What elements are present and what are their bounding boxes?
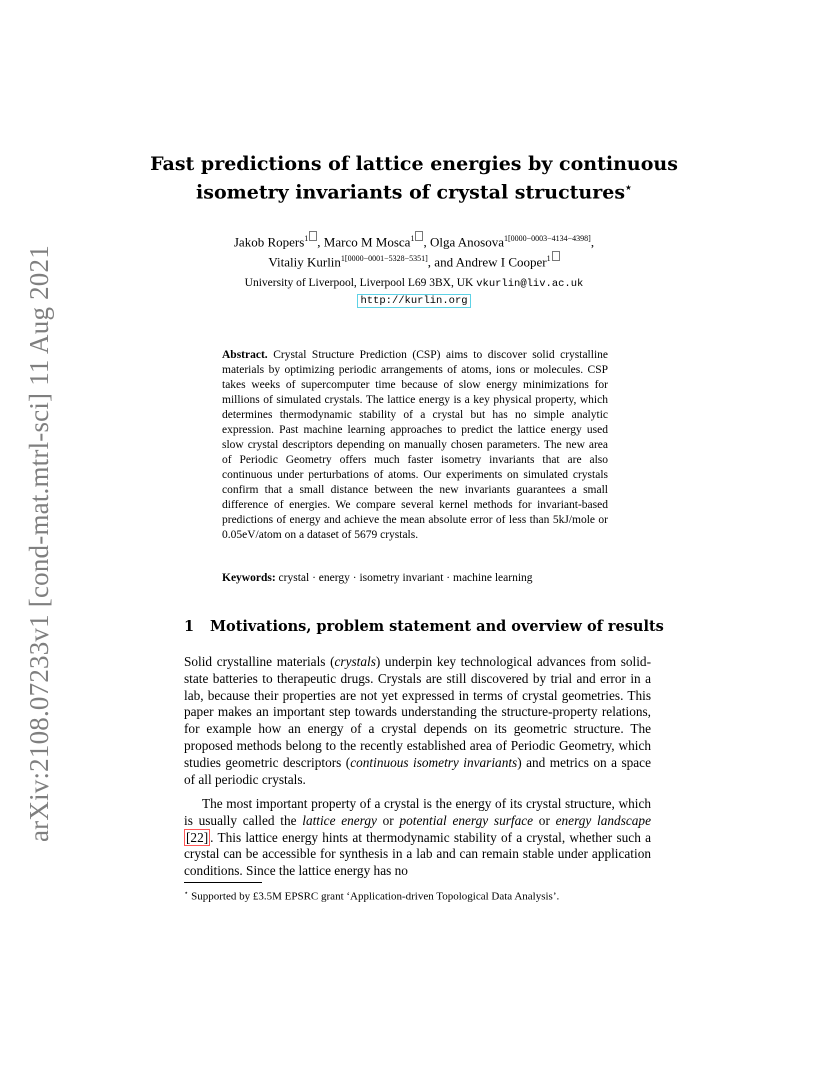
affiliation-index: 1 (304, 234, 309, 243)
author-anosova: Olga Anosova (429, 234, 504, 250)
abstract-text: Crystal Structure Prediction (CSP) aims to discover solid crystalline materials by optimizing periodic arrangements of atoms, ions or molecules. CSP takes weeks of supercomputer time because of slow energy minimizations for millions of simulated crystals. The lattice energy is a key physical property, which determines thermodynamic stability of a crystal but has no simple analytic expression. Past machine learning approaches to predict the lattice energy used slow crystal descriptors depending on manually chosen parameters. The new area of Periodic Geometry offers much faster isometry invariants that are also continuous under perturbations of atoms. Our experiments on simulated crystals confirm that a small distance between the new invariants guarantees a small difference of energies. We compare several kernel methods for invariant-based predictions of energy and achieve the mean absolute error of less than 5kJ/mole or 0.05eV/atom on a dataset of 5679 crystals. (222, 349, 608, 541)
affiliation-index: 1 (546, 254, 551, 264)
author-kurlin: Vitaliy Kurlin (268, 254, 341, 270)
affiliation (150, 275, 678, 309)
author-list (150, 230, 678, 271)
paper-title (150, 152, 678, 204)
text-run: . This lattice energy hints at thermodynamic stability of a crystal, whether such a crystal can be accessible for synthesis in a lab and can remain stable under application conditions. Since the lattice energy has no (184, 829, 651, 879)
email-link[interactable]: vkurlin@liv.ac.uk (476, 278, 584, 290)
orcid-kurlin: [0000−0001−5328−5351] (344, 254, 428, 264)
text-run: or (533, 812, 556, 828)
title-line-2: isometry invariants of crystal structures (196, 181, 626, 204)
italic-term: lattice energy (302, 812, 377, 828)
affiliation-index: 1 (503, 234, 508, 243)
italic-term: potential energy surface (399, 812, 534, 828)
keywords-text: crystal · energy · isometry invariant · machine learning (275, 572, 533, 584)
body-paragraph-1 (184, 654, 651, 788)
section-heading (184, 617, 664, 637)
citation-link[interactable]: [22] (186, 829, 209, 845)
abstract (222, 348, 608, 543)
italic-term: energy landscape (555, 812, 651, 828)
affiliation-index: 1 (410, 234, 415, 243)
footnote (184, 886, 664, 904)
text-run: ) underpin key technological advances from solid-state batteries to therapeutic drugs. Crystals are still discovered by trial and error in a lab, because their properties are not yet expressed in terms of crystal geometries. This paper makes an important step towards understanding the structure-property relations, for example how an energy of a crystal depends on its geometric structure. The proposed methods belong to the recently established area of Periodic Geometry, which studies geometric descriptors ( (184, 654, 651, 770)
section-number: 1 (184, 618, 195, 635)
author-separator: , (317, 234, 324, 250)
italic-term: continuous isometry invariants (350, 754, 518, 770)
keywords (222, 571, 608, 586)
arxiv-identifier: arXiv:2108.07233v1 [cond-mat.mtrl-sci] 11 Aug 2021 (24, 245, 54, 842)
homepage-link[interactable]: http://kurlin.org (357, 294, 470, 308)
affiliation-index: 1 (340, 254, 345, 264)
author-separator: , (590, 234, 595, 250)
footnote-rule (184, 882, 262, 883)
affiliation-text: University of Liverpool, Liverpool L69 3BX, UK (244, 277, 477, 289)
abstract-label: Abstract. (222, 349, 268, 361)
text-run: ) and metrics on a space of all periodic crystals. (184, 754, 651, 787)
body-paragraph-2 (184, 796, 651, 880)
text-run: The most important property of a crystal is the energy of its crystal structure, which is usually called the (184, 796, 651, 828)
footnote-text: Supported by £3.5M EPSRC grant ‘Application-driven Topological Data Analysis’. (188, 890, 560, 903)
author-separator: , and (427, 254, 456, 270)
title-line-1: Fast predictions of lattice energies by continuous (150, 153, 678, 175)
text-run: Solid crystalline materials ( (184, 654, 335, 669)
orcid-icon[interactable] (552, 251, 560, 261)
author-mosca: Marco M Mosca (323, 234, 411, 250)
italic-term: crystals (334, 654, 376, 669)
author-separator: , (423, 234, 430, 250)
text-run: or (376, 812, 400, 828)
orcid-anosova: [0000−0003−4134−4398] (507, 234, 591, 243)
footnote-mark: ⋆ (184, 889, 189, 897)
title-footnote-mark: ⋆ (625, 181, 632, 194)
keywords-label: Keywords: (222, 572, 276, 584)
author-cooper: Andrew I Cooper (455, 254, 547, 270)
section-title: Motivations, problem statement and overview of results (210, 618, 664, 635)
author-ropers: Jakob Ropers (233, 234, 305, 250)
